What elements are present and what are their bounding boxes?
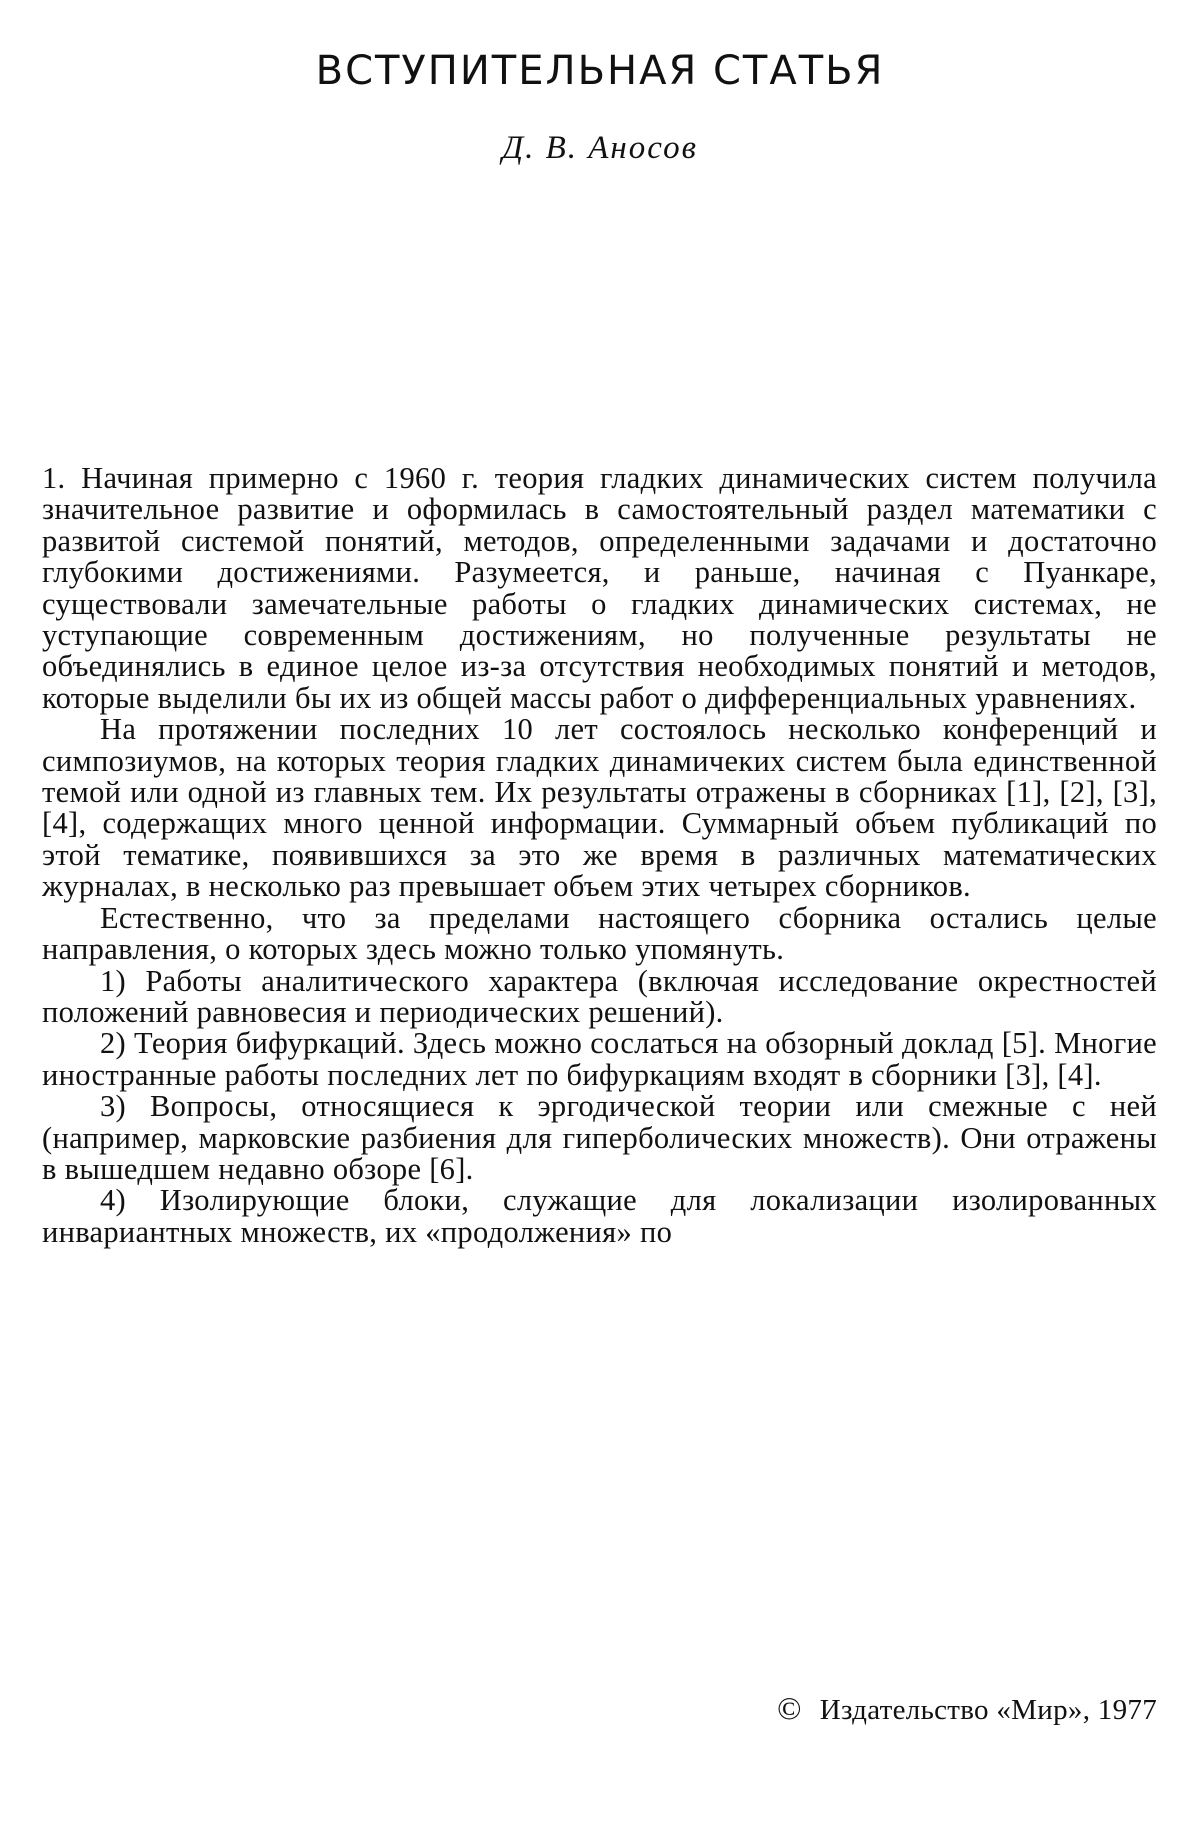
list-item: 4) Изолирующие блоки, служащие для локализации изолированных инвариантных множеств, их «продолжения» по	[42, 1183, 1157, 1249]
list-item: 2) Теория бифуркаций. Здесь можно сослаться на обзорный доклад [5]. Многие иностранные работы последних лет по бифуркациям входят в сборники [3], [4].	[42, 1026, 1157, 1092]
article-title: ВСТУПИТЕЛЬНАЯ СТАТЬЯ	[315, 48, 885, 94]
author-name: Д. В. Аносов	[502, 130, 698, 166]
paragraph: Естественно, что за пределами настоящего сборника остались целые направления, о которых здесь можно только упомянуть.	[42, 900, 1157, 967]
paragraph: На протяжении последних 10 лет состоялось несколько конференций и симпозиумов, на которых теория гладких динамичеких систем была единственной темой или одной из главных тем. Их результаты отражены в сборниках [1], [2], [3], [4], содержащих много ценной информации. Суммарный объем публикаций по этой тематике, появившихся за это же время в различных математических журналах, в несколько раз превышает объем этих четырех сборников.	[42, 712, 1157, 904]
list-item: 1) Работы аналитического характера (включая исследование окрестностей положений равновесия и периодических решений).	[42, 963, 1157, 1029]
publisher-line: Издательство «Мир», 1977	[819, 1694, 1157, 1726]
copyright-notice	[777, 1690, 1157, 1727]
paragraph: 1. Начиная примерно с 1960 г. теория гладких динамических систем получила значительное развитие и оформилась в самостоятельный раздел математики с развитой системой понятий, методов, определенными задачами и достаточно глубокими достижениями. Разумеется, и раньше, начиная с Пуанкаре, существовали замечательные работы о гладких динамических системах, не уступающие современным достижениям, но полученные результаты не объединялись в единое целое из-за отсутствия необходимых понятий и методов, которые выделили бы их из общей массы работ о дифференциальных уравнениях.	[42, 461, 1157, 715]
article-body	[42, 463, 1157, 1248]
copyright-icon: ©	[777, 1690, 802, 1726]
list-item: 3) Вопросы, относящиеся к эргодической теории или смежные с ней (например, марковские разбиения для гиперболических множеств). Они отражены в вышедшем недавно обзоре [6].	[42, 1089, 1157, 1186]
